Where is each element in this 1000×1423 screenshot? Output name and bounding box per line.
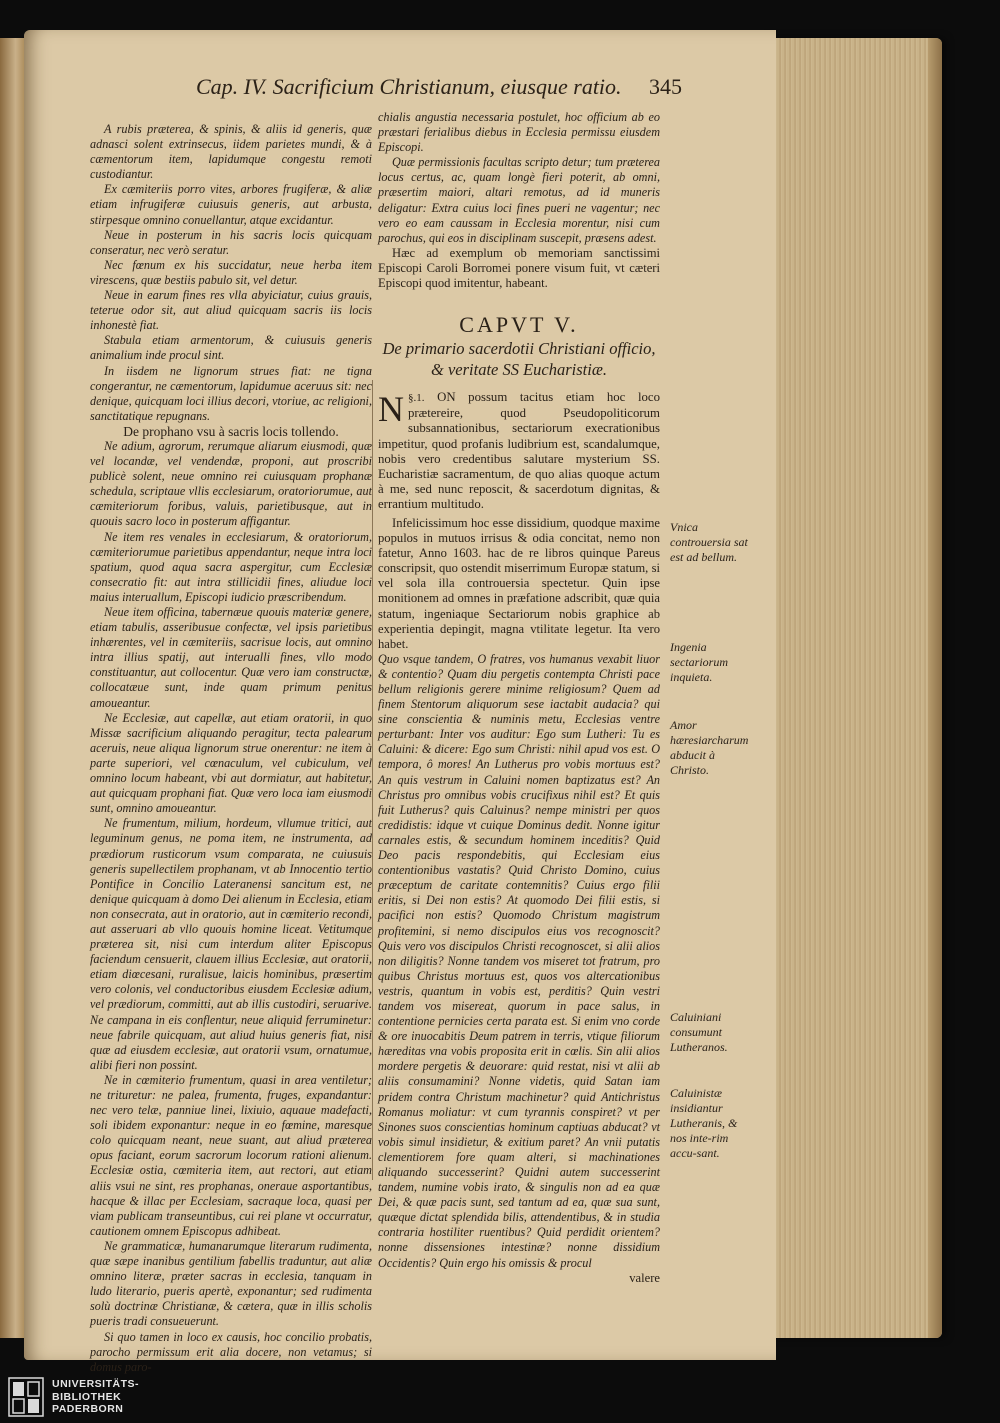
library-name-line: UNIVERSITÄTS- [52, 1378, 140, 1390]
margin-note: Caluinistæ insidiantur Lutheranis, & nos inte-rim accu-sant. [670, 1086, 738, 1160]
paragraph: Ne in cœmiterio frumentum, quasi in area ventiletur; ne trituretur: ne palea, frumenta, fruges, expandantur: nec vero telæ, panniue linei, lixiuio, aquaue madefacti, soli ibidem exponantur: neque in eo fœmine, maresque colo quicquam neant, neue suant, aut aliud præterea opus faciant, eorum sacrorum locorum rationi alienum. Ecclesiæ ostia, cœmiteria item, aut rectori, aut etiam aliis vsui ne sint, res prophanas, oneraue asportantibus, hacque & illac per Ecclesiam, sacraque loca, quasi per viam publicam transeuntibus, cui rei plane vt occurratur, cautionem omnem Episcopus adhibeat. [90, 1072, 372, 1238]
section-text: ON possum tacitus etiam hoc loco prætereire, quod Pseudopoliticorum subsannationibus, sectariorum execrationibus impetitur, quod profanis ludibrium est, scandalumque, nobis vero credentibus salutare mysterium SS. Eucharistiæ sacramentum, de quo alias quoque actum à me, sed nunc reposcit, & sacerdotum dignitas, & errantium multitudo. [378, 390, 660, 511]
paragraph: Neue item officina, tabernæue quouis materiæ genere, etiam tabulis, asseribusue confectæ, vel ipsis parietibus inhærentes, vel in cæmiteriis, sacrisue locis, aut omnino intra illius spatij, aut interualli fines, vllo modo constituantur, aut collocentur. Quæ vero iam constructæ, collocatæue sunt, inde quam primum penitus amoueantur. [90, 605, 372, 710]
paragraph: Si quo tamen in loco ex causis, hoc concilio probatis, parocho permissum erit alia docere, non vetamus; si domus paro- [90, 1329, 372, 1374]
paragraph: Ne Ecclesiæ, aut capellæ, aut etiam oratorii, in quo Missæ sacrificium aliquando peragitur, tecta palearum aceruis, neue aliqua lignorum strue onerentur: ne item à parte superiori, vel cœnaculum, vel cubiculum, vel omnino locum habeant, vbi aut dormiatur, aut habitetur, aut quicquam prophani fiat. Quæ vero loca iam eiusmodi sunt, omnino amoueantur. [90, 710, 372, 816]
page-number: 345 [649, 74, 682, 99]
library-emblem-icon [8, 1377, 44, 1417]
library-logo [0, 1373, 160, 1423]
paragraph: A rubis præterea, & spinis, & aliis id generis, quæ adnasci solent extrinsecus, iidem parietes mundi, & à cæmentorum item, lapidumque congestu remoti custodiantur. [90, 122, 372, 182]
paragraph: In iisdem ne lignorum strues fiat: ne tigna congerantur, ne cæmentorum, lapidumue aceruus sit: nec denique, quicquam loci illius decori, vtoriue, ac religioni, sanctitatique repugnans. [90, 363, 372, 423]
paragraph: chialis angustia necessaria postulet, hoc officium ab eo præstari ferialibus diebus in Ecclesia permissu eiusdem Episcopi. [378, 110, 660, 155]
paragraph: Stabula etiam armentorum, & cuiusuis generis animalium inde procul sint. [90, 333, 372, 363]
chapter-heading: CAPVT V. [459, 312, 579, 338]
paragraph: Ne item res venales in ecclesiarum, & oratoriorum, cæmiteriorumue parietibus appendantur, neque intra loci spatium, quod aqua sacra aspergitur, cum Ecclesiæ consecratio fit: aut intra stillicidii fines, aliudue loci maius interuallum, Episcopi iudicio præscribendum. [90, 529, 372, 604]
paragraph: Nec fœnum ex his succidatur, neue herba item virescens, quæ bestiis pabulo sit, vel detur. [90, 257, 372, 287]
paragraph: Quæ permissionis facultas scripto detur; tum præterea locus certus, ac, quam longè fieri poterit, ab omni, præsertim maiori, altari remotus, ad id muneris deligatur: Extra cuius loci fines pueri ne vagentur; nec vero eo eam caussam in Ecclesia morentur, nisi cum parochus, qui eos in disciplinam suscepit, præsens adest. [378, 155, 660, 245]
library-name-line: BIBLIOTHEK [52, 1390, 122, 1403]
chapter-title: De primario sacerdotii Christiani officio, & veritate SS Eucharistiæ. [382, 339, 656, 380]
catchword: valere [629, 1270, 660, 1285]
paragraph: Ne frumentum, milium, hordeum, vllumue tritici, aut leguminum genus, ne poma item, ne instrumenta, ad prædiorum rusticorum vsum comparata, ne cuiusuis generis supellectilem prophanam, vt ab Innocentio tertio Pontifice in Concilio Lateranensi sancitum est, ne denique quicquam à domo Dei alienum in Ecclesia, etiam non consecrata, aut in oratorio, aut in cœmiterio recondi, aut asseruari ab vllo quouis homine liceat. Vetitumque præterea sit, nisi cum interdum aliter Episcopus faciendum censuerit, clauem illius Ecclesiæ, aut oratorii, etiam diœcesani, ruralisue, laicis hominibus, præsertim vero colonis, vel conductoribus eiusdem Ecclesiæ adium, vel prædiorum, committi, aut ab illis custodiri, seruarive. Ne campana in eis conflentur, neue aliquid ferruminetur: neue fabrile quicquam, aut aliud huius generis fiat, nisi quæ ad eiusdem ecclesiæ, aut oratorii vsum, ornatumue, alibi fieri non possint. [90, 816, 372, 1072]
paragraph: Neue in earum fines res vlla abyiciatur, cuius grauis, teterue odor sit, aut aliud quicquam sacris iis locis inhonestè fiat. [90, 288, 372, 333]
page-edges [762, 38, 942, 1338]
paragraph: Ne adium, agrorum, rerumque aliarum eiusmodi, quæ vel locandæ, vel vendendæ, proponi, aut proscribi publicè solent, neue omnino rei cuiusquam prophanæ schedula, scriptaue vllis ecclesiarum, oratoriorumue, aut cæmiteriorum foribus, valuis, parietibusque, aut in quouis sacro loco in posterum affigantur. [90, 438, 372, 529]
running-title: Cap. IV. Sacrificium Christianum, eiusque ratio. [196, 74, 622, 99]
column-rule [372, 380, 373, 1180]
right-column [378, 110, 660, 1286]
paragraph: Ne grammaticæ, humanarumque literarum rudimenta, quæ sæpe inanibus gentilium fabellis traduntur, aut aliæ omnino literæ, præter sacras in ecclesia, tanquam in ludo literario, pueris apertè, exponantur; sed rudimenta solù doctrinæ Christianæ, & cætera, quæ in illis scholis pueris tradi consueuerunt. [90, 1238, 372, 1329]
margin-note: Ingenia sectariorum inquieta. [670, 640, 728, 684]
margin-note: Amor hæresiarcharum abducit à Christo. [670, 718, 749, 777]
paragraph: Ex cæmiteriis porro vites, arbores frugiferæ, & aliæ etiam infrugiferæ cuiusuis generis, aut arbusta, stirpesque omnino conuellantur, atque excidantur. [90, 182, 372, 227]
quotation: Quo vsque tandem, O fratres, vos humanus vexabit liuor & contentio? Quam diu pergetis contempta Christi pace bellum religionis gerere minime religiosum? Quem ad finem Stentorum aliquorum sese iactabit audacia? qui sine conscientia & numinis metu, Ecclesias ventre perturbant: Inter vos auditur: Ego sum Lutheri: Tu es Caluini: & dicere: Ego sum Christi: nihil apud vos est. O tempora, ô mores! An Lutherus pro vobis mortuus est? An quis vestrum in Caluini nomen baptizatus est? An Christus pro omnibus vobis crucifixus nihil est? Et quis fuit Lutherus? quis Caluinus? nempe ministri per quos credidistis: idque vt cuique Dominus dedit. Nonne igitur carnales estis, & secundum hominem inceditis? Quid Deo pacis respondebitis, qui Ecclesiam eius contentionibus vastatis? Quid Christo Domino, cuius præceptum de caritate contemnitis? Cuius ergo filii eritis, si Dei non estis? At quomodo Dei filii estis, si pacifici non estis? Quomodo Christum magistrum profitemini, si nemo discipulos eius vos recognoscit? Quis vero vos discipulos Christi recognoscet, si alii alios non diligitis? Nonne tandem vos miseret tot fratrum, pro quibus Christus mortuus est, quos vos altercationibus vestris, quantum in vobis est, perditis? Quin vestri tandem vos misereat, quorum in pace salus, in contentione pernicies certa parata est. Si enim vno corde & ore inuocabitis Deum patrem in terris, vtique filiorum hæreditas vna vobis proposita erit in cœlis. Sin alii alios mordere pergetis & deuorare: quid restat, nisi vt alii ab aliis consumamini? Nonne videtis, quid Satan iam pridem contra Christum machinetur? quid Antichristus Romanus moliatur: vt cum tyrannis conspiret? vt per Sinones suos conscientias hominum captiuas abducat? vt vobis simul insidietur, & exitium paret? An vnii putatis clementiorem fore quam alteri, si machinationes aliquando successerint? Quidni autem successerint tandem, numine vobis irato, & singulis non ad ea quæ Dei, & quæ pacis sunt, sed tantum ad ea, quæ sua sunt, quæque dictat splendida bilis, attendentibus, & in studia contraria hostiliter ruentibus? Quid perdidit orientem? nonne dissensiones intestinæ? nonne dissidium Occidentis? Quin ergo his omissis & procul [378, 651, 660, 1270]
paragraph: Infelicissimum hoc esse dissidium, quodque maxime populos in mutuos irrisus & odia concitat, nemo non fatetur, Anno 1603. hac de re libros quinque Pareus conscripsit, quo ostendit miserrimum Europæ statum, si vel sola illa controuersia spectetur. Quin ipse monitionem ad omnes in præfatione adscribit, quæ quia statum, ingeniaque Sectariorum nobis graphice ab experientia depingit, magna vtilitate legetur. Ita vero habet. [378, 515, 660, 651]
section-opening [378, 390, 660, 512]
margin-note: Caluiniani consumunt Lutheranos. [670, 1010, 728, 1054]
left-page-edge [0, 38, 26, 1338]
left-column [90, 122, 372, 1375]
subheading: De prophano vsu à sacris locis tollendo. [123, 423, 339, 439]
paragraph: Hæc ad exemplum ob memoriam sanctissimi Episcopi Caroli Borromei ponere visum fuit, vt cæteri Episcopi quod imitentur, habeant. [378, 245, 660, 291]
running-header [196, 74, 682, 104]
margin-note: Vnica controuersia sat est ad bellum. [670, 520, 748, 564]
library-name-line: PADERBORN [52, 1403, 124, 1415]
library-name [52, 1378, 139, 1416]
section-label: §.1. [408, 392, 425, 405]
paragraph: Neue in posterum in his sacris locis quicquam conseratur, nec verò seratur. [90, 227, 372, 257]
drop-initial: N [378, 389, 404, 430]
